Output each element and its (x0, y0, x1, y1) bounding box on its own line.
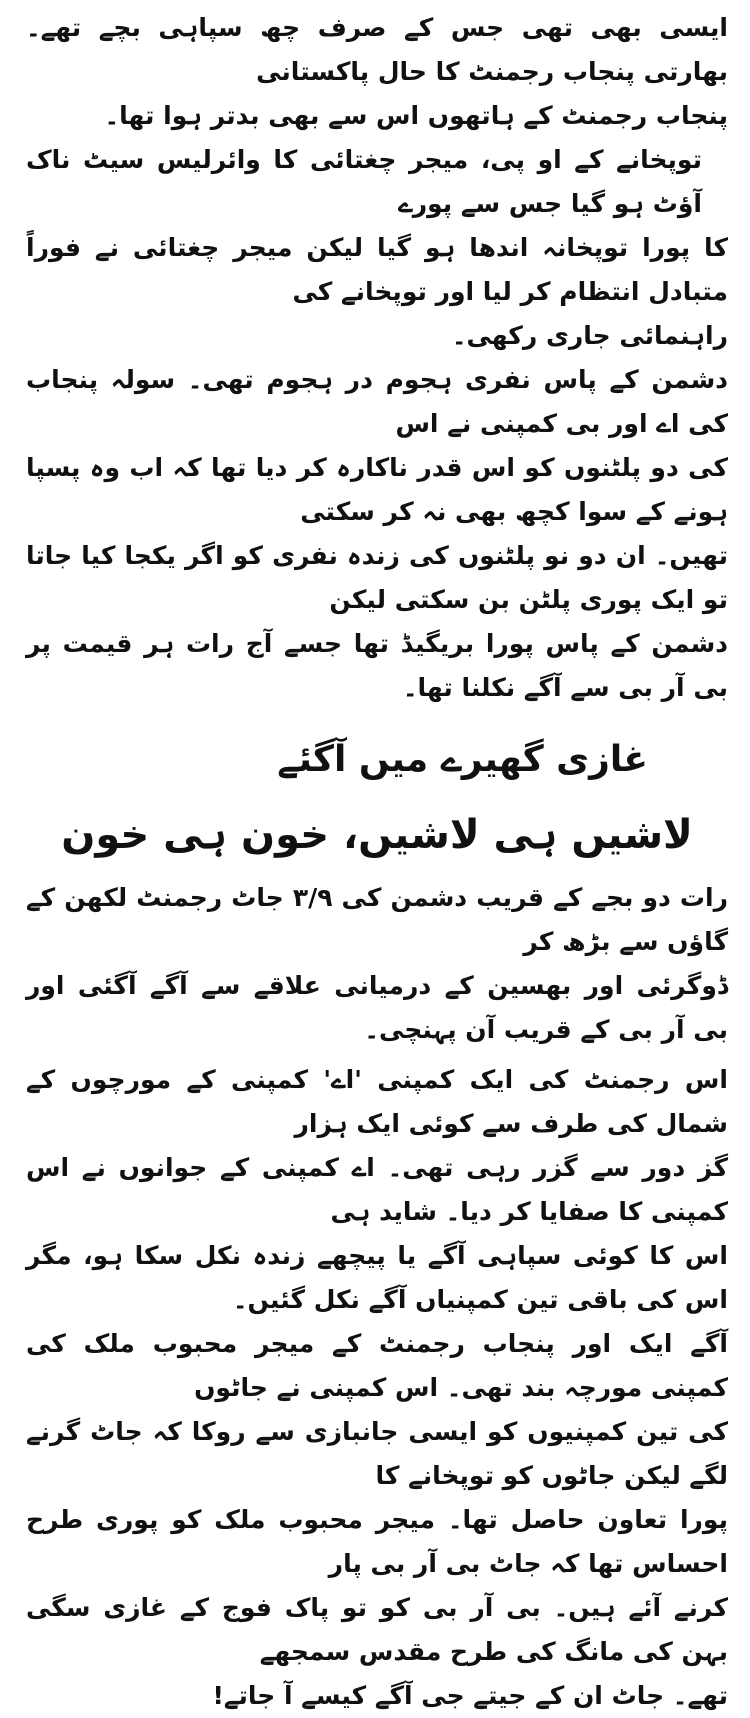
text-line: آگے ایک اور پنجاب رجمنٹ کے میجر محبوب ملک کی کمپنی مورچہ بند تھی۔ اس کمپنی نے جاٹوں (26, 1329, 728, 1402)
paragraph (26, 138, 728, 358)
text-line: کی دو پلٹنوں کو اس قدر ناکارہ کر دیا تھا کہ اب وہ پسپا ہونے کے سوا کچھ بھی نہ کر سکتی (26, 453, 728, 526)
text-line: ڈوگرئی اور بھسین کے درمیانی علاقے سے آگے آگئی اور بی آر بی کے قریب آن پہنچی۔ (26, 971, 728, 1044)
text-line: راہنمائی جاری رکھی۔ (451, 321, 728, 350)
text-line: کی تین کمپنیوں کو ایسی جانبازی سے روکا کہ جاٹ گرنے لگے لیکن جاٹوں کو توپخانے کا (26, 1417, 728, 1490)
text-line: تھیں۔ ان دو نو پلٹنوں کی زندہ نفری کو اگر یکجا کیا جاتا تو ایک پوری پلٹن بن سکتی لیکن (26, 541, 728, 614)
text-line: رات دو بجے کے قریب دشمن کی ۳/۹ جاٹ رجمنٹ لکھن کے گاؤں سے بڑھ کر (26, 883, 728, 956)
paragraph (26, 358, 728, 710)
paragraph (26, 1058, 728, 1718)
text-line: توپخانے کے او پی، میجر چغتائی کا وائرلیس سیٹ ناک آؤٹ ہو گیا جس سے پورے (26, 145, 702, 218)
subsection-heading: لاشیں ہی لاشیں، خون ہی خون (61, 812, 693, 858)
text-line: دشمن کے پاس نفری ہجوم در ہجوم تھی۔ سولہ پنجاب کی اے اور بی کمپنی نے اس (26, 365, 728, 438)
text-line: تھے۔ جاٹ ان کے جیتے جی آگے کیسے آ جاتے! (212, 1681, 728, 1710)
paragraph (26, 6, 728, 138)
text-line: کا پورا توپخانہ اندھا ہو گیا لیکن میجر چغتائی نے فوراً متبادل انتظام کر لیا اور توپخانے کی (26, 233, 728, 306)
text-line: پورا تعاون حاصل تھا۔ میجر محبوب ملک کو پوری طرح احساس تھا کہ جاٹ بی آر بی پار (26, 1505, 728, 1578)
paragraph (26, 876, 728, 1052)
body-text-top (26, 6, 728, 710)
section-heading: غازی گھیرے میں آگئے (277, 739, 648, 780)
text-line: ایسی بھی تھی جس کے صرف چھ سپاہی بچے تھے۔ بھارتی پنجاب رجمنٹ کا حال پاکستانی (26, 13, 728, 86)
text-line: اس کا کوئی سپاہی آگے یا پیچھے زندہ نکل سکا ہو، مگر اس کی باقی تین کمپنیاں آگے نکل گئیں۔ (26, 1241, 728, 1314)
text-line: کرنے آئے ہیں۔ بی آر بی کو تو پاک فوج کے غازی سگی بہن کی مانگ کی طرح مقدس سمجھے (26, 1593, 728, 1666)
body-text-bottom (26, 876, 728, 1718)
text-line: گز دور سے گزر رہی تھی۔ اے کمپنی کے جوانوں نے اس کمپنی کا صفایا کر دیا۔ شاید ہی (26, 1153, 728, 1226)
text-line: اس رجمنٹ کی ایک کمپنی 'اے' کمپنی کے مورچوں کے شمال کی طرف سے کوئی ایک ہزار (26, 1065, 728, 1138)
text-line: دشمن کے پاس پورا بریگیڈ تھا جسے آج رات ہر قیمت پر بی آر بی سے آگے نکلنا تھا۔ (26, 629, 728, 702)
text-line: پنجاب رجمنٹ کے ہاتھوں اس سے بھی بدتر ہوا تھا۔ (104, 101, 728, 130)
